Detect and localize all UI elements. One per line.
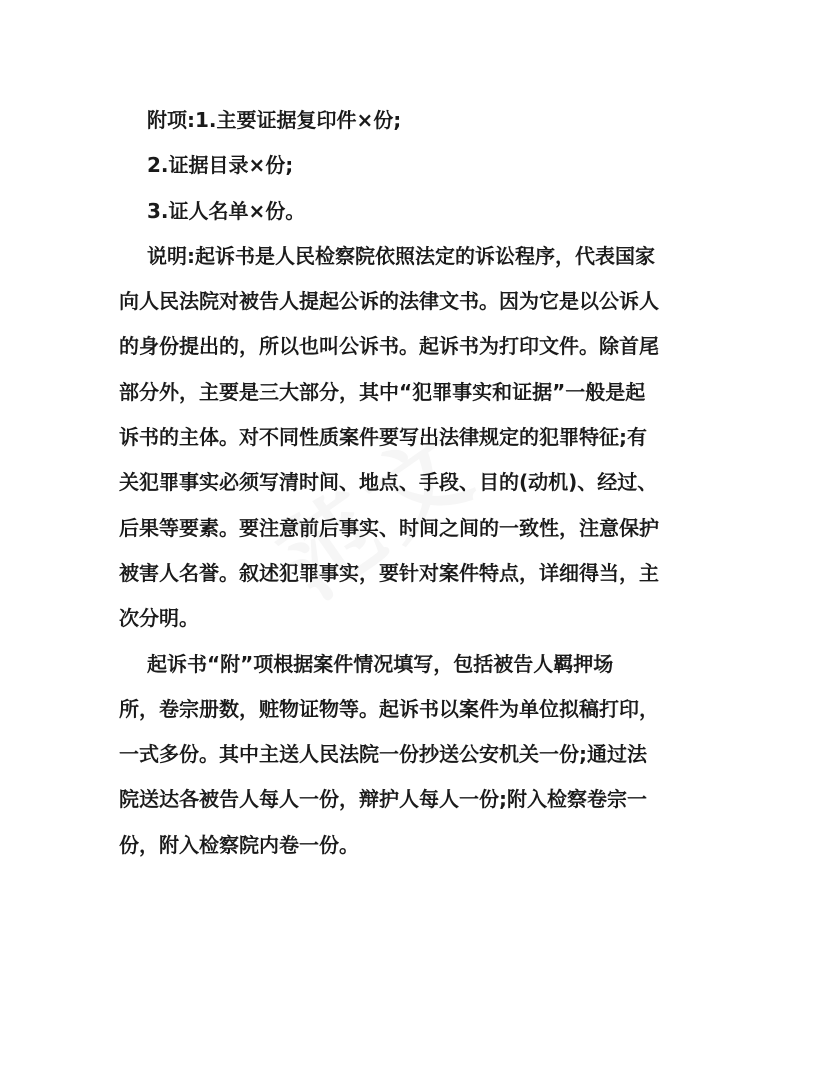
text-line: 说明:起诉书是人民检察院依照法定的诉讼程序，代表国家 (147, 243, 655, 268)
text-line: 后果等要素。要注意前后事实、时间之间的一致性，注意保护 (119, 515, 659, 540)
text-line: 所，卷宗册数，赃物证物等。起诉书以案件为单位拟稿打印， (119, 696, 659, 721)
document-body (119, 98, 719, 868)
text-line: 起诉书“附”项根据案件情况填写，包括被告人羁押场 (147, 651, 614, 676)
text-line: 部分外，主要是三大部分，其中“犯罪事实和证据”一般是起 (119, 379, 646, 404)
text-line: 的身份提出的，所以也叫公诉书。起诉书为打印文件。除首尾 (119, 334, 659, 359)
text-line: 院送达各被告人每人一份，辩护人每人一份;附入检察卷宗一 (119, 787, 647, 812)
text-line: 次分明。 (119, 606, 199, 631)
text-line: 附项:1.主要证据复印件×份; (147, 108, 402, 132)
text-line: 诉书的主体。对不同性质案件要写出法律规定的犯罪特征;有 (119, 425, 647, 450)
text-line: 被害人名誉。叙述犯罪事实，要针对案件特点，详细得当，主 (119, 560, 659, 585)
text-line: 一式多份。其中主送人民法院一份抄送公安机关一份;通过法 (119, 742, 647, 767)
text-line: 2.证据目录×份; (147, 153, 294, 178)
text-line: 向人民法院对被告人提起公诉的法律文书。因为它是以公诉人 (119, 289, 659, 314)
text-line: 3.证人名单×份。 (147, 198, 306, 223)
text-line: 关犯罪事实必须写清时间、地点、手段、目的(动机)、经过、 (119, 470, 658, 495)
text-line: 份，附入检察院内卷一份。 (119, 832, 359, 857)
